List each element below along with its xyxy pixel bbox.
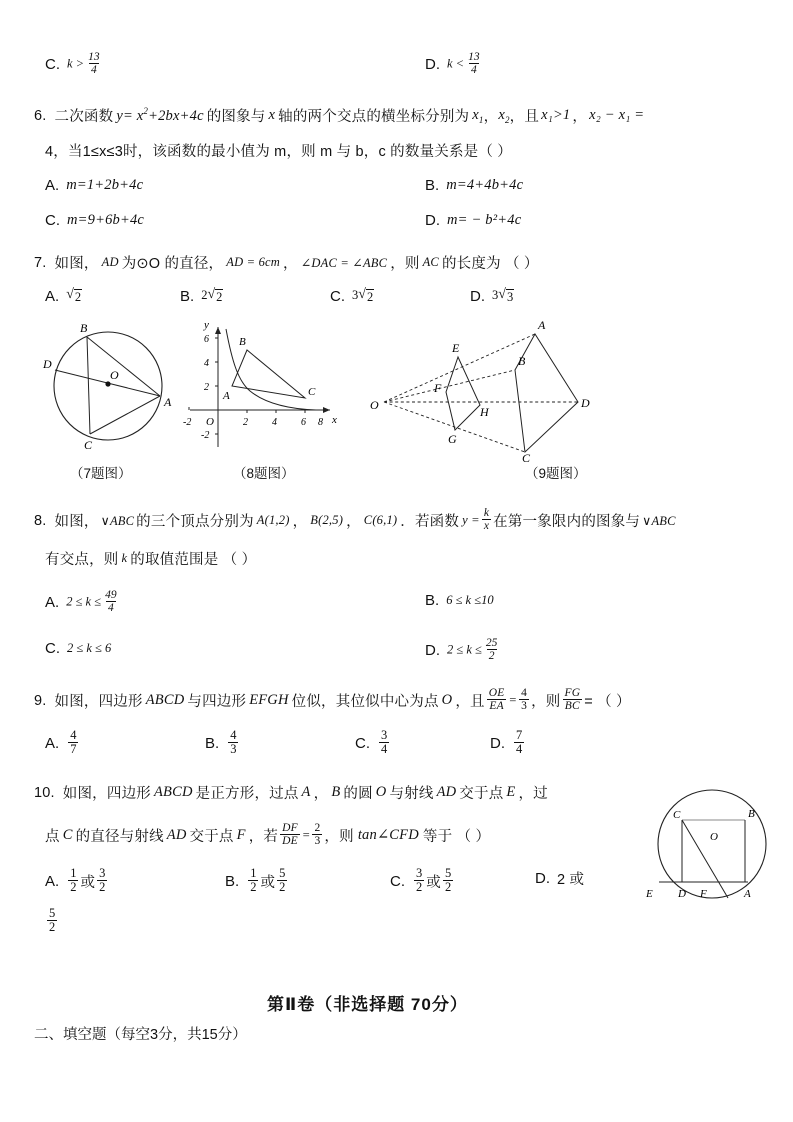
q10-ratio-value: $\frac{2}{3}$ bbox=[314, 822, 321, 848]
q7-option-c-expr: 3 √ 2 bbox=[352, 287, 374, 305]
q5-option-d-expr: k < $\frac{13}{4}$ bbox=[447, 51, 480, 77]
q10-option-d: D. 2 或 bbox=[535, 870, 585, 888]
svg-text:O: O bbox=[110, 368, 119, 382]
q6-option-a bbox=[45, 177, 143, 194]
svg-text:A: A bbox=[164, 395, 172, 409]
q5-option-d bbox=[425, 52, 484, 77]
figure-9-caption: （9题图） bbox=[525, 466, 587, 481]
svg-text:C: C bbox=[522, 451, 531, 462]
q10-ratio-df-de: $\frac{DF}{DE}$ bbox=[282, 822, 298, 848]
q5-option-c-expr: k > $\frac{13}{4}$ bbox=[67, 51, 100, 77]
svg-text:6: 6 bbox=[301, 417, 306, 428]
q10-option-d-wrap-fraction: $\frac{5}{2}$ bbox=[49, 906, 56, 935]
q10-stem-line2: 点 C 的直径与射线 AD 交于点 F ，若 $\frac{DF}{DE}$ = $\frac{2}{3}$ ，则 tan∠CFD 等于 （ ） bbox=[45, 822, 491, 848]
q9-option-c-frac: $\frac{3}{4}$ bbox=[381, 728, 388, 757]
svg-text:O: O bbox=[370, 398, 379, 412]
q7-option-d-expr: 3 √ 3 bbox=[492, 287, 514, 305]
q10-stem-line1: 10. 如图，四边形 ABCD 是正方形，过点 A ， B 的圆 O 与射线 AD 交于点 E ，过 bbox=[34, 784, 548, 802]
q9-number: 9. bbox=[34, 692, 47, 709]
q10-option-c: C. $\frac{3}{2}$ 或 $\frac{5}{2}$ bbox=[390, 866, 452, 895]
q9-option-b: B. $\frac{4}{3}$ bbox=[205, 728, 237, 757]
svg-text:D: D bbox=[43, 357, 52, 371]
q10-option-b: B. $\frac{1}{2}$ 或 $\frac{5}{2}$ bbox=[225, 866, 286, 895]
q10-number: 10. bbox=[34, 784, 55, 801]
svg-text:2: 2 bbox=[243, 417, 248, 428]
q6-number: 6. bbox=[34, 107, 47, 124]
q7-option-a-expr: √ 2 bbox=[66, 287, 82, 305]
svg-text:B: B bbox=[239, 336, 246, 348]
svg-text:D: D bbox=[581, 396, 590, 410]
svg-text:2: 2 bbox=[204, 382, 209, 393]
svg-text:E: E bbox=[452, 341, 460, 355]
q8-option-a: A. 2 ≤ k ≤ $\frac{49}{4}$ bbox=[45, 590, 121, 615]
q8-stem-line1: 8. 如图， ∨ABC 的三个顶点分别为 A(1,2) ， B(2,5) ， C(6,1) ．若函数 y = $\frac{k}{x}$ 在第一象限内的图象与 ∨ABC bbox=[34, 507, 676, 533]
svg-text:O: O bbox=[206, 416, 214, 428]
q8-kx-fraction: $\frac{k}{x}$ bbox=[483, 507, 490, 533]
q6-option-c-text: m=9+6b+4c bbox=[67, 212, 145, 228]
q7-option-b-expr: 2 √ 2 bbox=[201, 287, 223, 305]
svg-text:O: O bbox=[710, 831, 718, 843]
figure-7-circle-diagram bbox=[40, 318, 190, 458]
q8-option-b-expr: 6 ≤ k ≤10 bbox=[446, 593, 494, 607]
svg-text:4: 4 bbox=[204, 358, 209, 369]
q6-option-b-label: B. bbox=[425, 177, 440, 194]
svg-text:C: C bbox=[673, 809, 681, 821]
q5-option-c-label: C. bbox=[45, 56, 60, 74]
q6-option-a-text: m=1+2b+4c bbox=[66, 177, 144, 193]
q9-option-b-frac: $\frac{4}{3}$ bbox=[230, 728, 237, 757]
q9-ratio-fg-bc: $\frac{FG}{BC}$ bbox=[564, 687, 581, 713]
svg-text:8: 8 bbox=[318, 417, 323, 428]
q6-option-c-label: C. bbox=[45, 212, 60, 229]
figure-8-coordinate-diagram bbox=[182, 315, 347, 460]
svg-text:-2: -2 bbox=[183, 417, 192, 428]
q8-option-c: C. 2 ≤ k ≤ 6 bbox=[45, 640, 112, 657]
svg-text:A: A bbox=[223, 390, 230, 402]
svg-text:E: E bbox=[646, 888, 653, 900]
q6-option-d-text: m= − b²+4c bbox=[447, 212, 522, 228]
svg-text:H: H bbox=[480, 405, 489, 419]
q6-option-d bbox=[425, 212, 521, 229]
q8-stem-line2: 有交点，则 k 的取值范围是 （ ） bbox=[45, 551, 257, 568]
q9-option-d: D. $\frac{7}{4}$ bbox=[490, 728, 523, 757]
q9-stem: 9. 如图，四边形 ABCD 与四边形 EFGH 位似，其位似中心为点 O ，且 $\frac{OE}{EA}$ = $\frac{4}{3}$ ，则 $\frac{FG}{BC}$ = （ ） bbox=[34, 687, 631, 713]
q6-option-c bbox=[45, 212, 144, 229]
svg-text:6: 6 bbox=[204, 334, 209, 345]
q9-option-c: C. $\frac{3}{4}$ bbox=[355, 728, 388, 757]
svg-text:x: x bbox=[332, 414, 337, 426]
svg-text:B: B bbox=[518, 354, 526, 368]
q10-option-a: A. $\frac{1}{2}$ 或 $\frac{3}{2}$ bbox=[45, 866, 106, 895]
figure-7-caption: （7题图） bbox=[70, 466, 132, 481]
q7-option-c: C. 3 √ 2 bbox=[330, 287, 374, 305]
q8-option-c-expr: 2 ≤ k ≤ 6 bbox=[67, 641, 112, 655]
svg-text:4: 4 bbox=[272, 417, 277, 428]
q9-option-a-frac: $\frac{4}{7}$ bbox=[70, 728, 77, 757]
figure-9-homothety-diagram bbox=[370, 312, 595, 467]
svg-text:B: B bbox=[80, 321, 88, 335]
svg-text:A: A bbox=[538, 318, 546, 332]
q9-option-a: A. $\frac{4}{7}$ bbox=[45, 728, 77, 757]
figure-8-caption: （8题图） bbox=[233, 466, 295, 481]
q9-option-d-frac: $\frac{7}{4}$ bbox=[516, 728, 523, 757]
q6-option-d-label: D. bbox=[425, 212, 440, 229]
part2-heading: 第Ⅱ卷（非选择题 70分） bbox=[267, 995, 468, 1014]
q6-option-a-label: A. bbox=[45, 177, 60, 194]
q6-stem-line1: 6. 二次函数 $y= x^2+2bx+4c$ 的图象与 x 轴的两个交点的横坐标分别为 $x_1$ ， $x_2$ ，且 x₁>1 ， x₂ − x₁ = bbox=[34, 106, 645, 125]
q8-option-d: D. 2 ≤ k ≤ $\frac{25}{2}$ bbox=[425, 638, 501, 663]
q8-option-d-expr: 2 ≤ k ≤ $\frac{25}{2}$ bbox=[447, 637, 498, 663]
q5-option-c bbox=[45, 52, 104, 77]
svg-text:-2: -2 bbox=[201, 430, 210, 441]
q8-option-b: B. 6 ≤ k ≤10 bbox=[425, 592, 494, 609]
q7-number: 7. bbox=[34, 254, 47, 271]
svg-text:F: F bbox=[434, 381, 442, 395]
q7-option-a: A. √ 2 bbox=[45, 287, 82, 305]
q7-option-b: B. 2 √ 2 bbox=[180, 287, 223, 305]
svg-text:A: A bbox=[744, 888, 751, 900]
q5-option-d-label: D. bbox=[425, 56, 440, 74]
q7-option-d: D. 3 √ 3 bbox=[470, 287, 514, 305]
svg-text:C: C bbox=[308, 386, 316, 398]
q6-stem-line2: 4，当1≤x≤3时，该函数的最小值为 m，则 m 与 b，c 的数量关系是（ ） bbox=[45, 144, 512, 160]
svg-text:D: D bbox=[678, 888, 686, 900]
q6-option-b bbox=[425, 177, 523, 194]
q8-option-a-expr: 2 ≤ k ≤ $\frac{49}{4}$ bbox=[66, 589, 117, 615]
svg-text:y: y bbox=[204, 319, 209, 331]
part2-section-label: 二、填空题（每空3分，共15分） bbox=[34, 1027, 247, 1043]
q6-option-b-text: m=4+4b+4c bbox=[446, 177, 524, 193]
svg-text:F: F bbox=[700, 888, 707, 900]
svg-text:C: C bbox=[84, 438, 93, 452]
svg-text:B: B bbox=[748, 808, 755, 820]
q8-number: 8. bbox=[34, 512, 47, 529]
figure-10-square-circle-diagram bbox=[640, 782, 785, 922]
q9-ratio-oe-ea: $\frac{OE}{EA}$ bbox=[488, 687, 505, 713]
q9-ratio-value-1: $\frac{4}{3}$ bbox=[521, 687, 528, 713]
q7-stem: 7. 如图， AD 为⊙O 的直径， AD = 6cm ， ∠DAC = ∠ABC ，则 AC 的长度为 （ ） bbox=[34, 254, 539, 272]
svg-text:G: G bbox=[448, 432, 457, 446]
